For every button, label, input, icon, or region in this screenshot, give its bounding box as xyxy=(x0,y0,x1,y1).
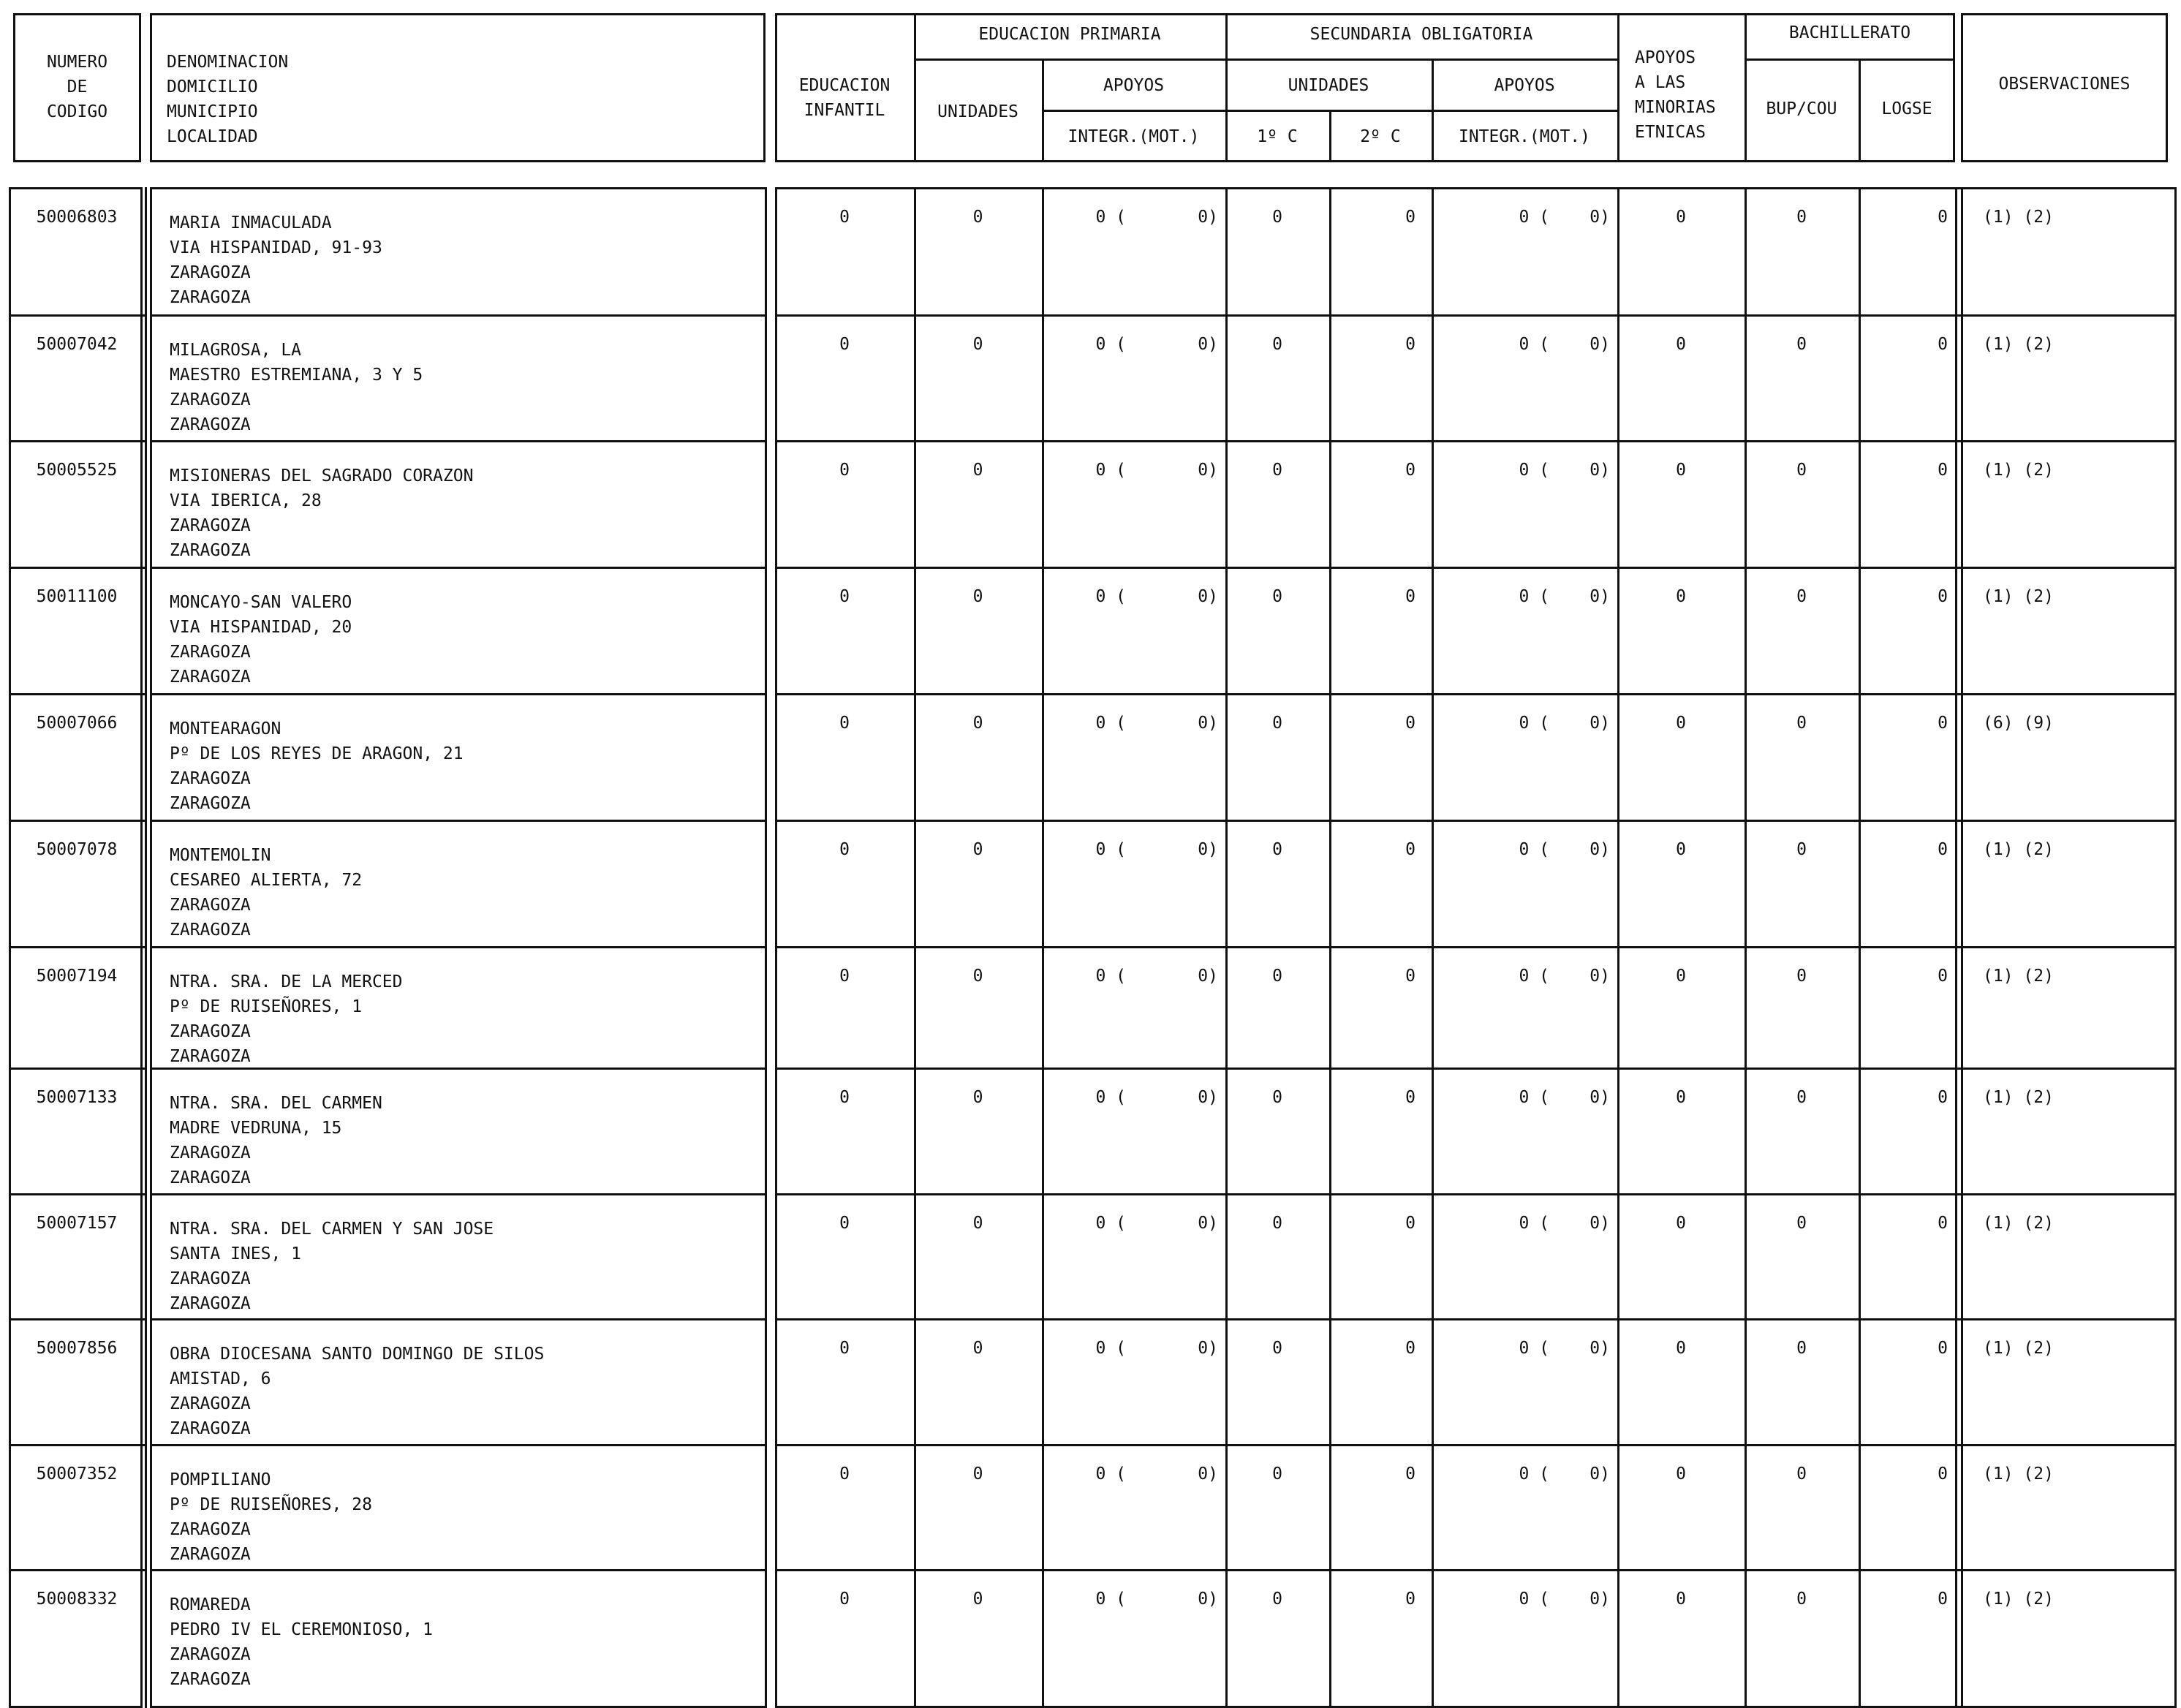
row-observaciones: (1) (2) xyxy=(1983,208,2054,227)
row-nombre: MARIA INMACULADA xyxy=(170,214,332,233)
row-domicilio: MAESTRO ESTREMIANA, 3 Y 5 xyxy=(170,366,423,385)
row-separator xyxy=(9,314,145,317)
header-divider xyxy=(1225,110,1617,112)
row-infantil: 0 xyxy=(839,587,850,606)
row-sec-mot: 0) xyxy=(1590,1465,1610,1484)
row-bup: 0 xyxy=(1796,1088,1807,1107)
row-infantil: 0 xyxy=(839,335,850,354)
row-codigo: 50007157 xyxy=(36,1214,118,1233)
row-nombre: ROMAREDA xyxy=(170,1595,251,1614)
row-bup: 0 xyxy=(1796,967,1807,986)
row-minorias: 0 xyxy=(1676,967,1686,986)
row-domicilio: Pº DE RUISEÑORES, 28 xyxy=(170,1495,372,1514)
row-infantil: 0 xyxy=(839,1088,850,1107)
row-logse: 0 xyxy=(1938,1465,1948,1484)
row-municipio: ZARAGOZA xyxy=(170,263,251,282)
row-prim-apoyos: 0 ( xyxy=(1095,461,1126,480)
row-separator xyxy=(9,1569,145,1571)
header-infantil: EDUCACION INFANTIL xyxy=(798,76,891,120)
row-prim-mot: 0) xyxy=(1198,1339,1218,1358)
row-separator xyxy=(775,1068,2177,1070)
row-infantil: 0 xyxy=(839,840,850,859)
row-separator xyxy=(150,1193,767,1195)
header-sec-2c: 2º C xyxy=(1360,127,1401,146)
row-domicilio: VIA HISPANIDAD, 91-93 xyxy=(170,238,382,257)
row-logse: 0 xyxy=(1938,1339,1948,1358)
row-sec-2c: 0 xyxy=(1405,1465,1415,1484)
row-codigo: 50007194 xyxy=(36,967,118,986)
row-nombre: NTRA. SRA. DEL CARMEN Y SAN JOSE xyxy=(170,1220,494,1239)
row-infantil: 0 xyxy=(839,1465,850,1484)
row-observaciones: (1) (2) xyxy=(1983,1214,2054,1233)
row-infantil: 0 xyxy=(839,1590,850,1609)
row-sec-2c: 0 xyxy=(1405,1339,1415,1358)
row-separator xyxy=(9,693,145,695)
row-separator xyxy=(9,820,145,822)
row-sec-1c: 0 xyxy=(1272,208,1282,227)
row-observaciones: (1) (2) xyxy=(1983,587,2054,606)
row-sec-1c: 0 xyxy=(1272,335,1282,354)
row-prim-unidades: 0 xyxy=(972,714,983,733)
row-infantil: 0 xyxy=(839,1339,850,1358)
row-prim-unidades: 0 xyxy=(972,1339,983,1358)
row-nombre: POMPILIANO xyxy=(170,1470,271,1489)
row-nombre: MONTEMOLIN xyxy=(170,846,271,865)
row-municipio: ZARAGOZA xyxy=(170,1645,251,1664)
row-sec-apoyos: 0 ( xyxy=(1519,1339,1549,1358)
row-sec-mot: 0) xyxy=(1590,208,1610,227)
row-prim-unidades: 0 xyxy=(972,335,983,354)
row-minorias: 0 xyxy=(1676,1590,1686,1609)
row-sec-2c: 0 xyxy=(1405,1590,1415,1609)
row-localidad: ZARAGOZA xyxy=(170,541,251,560)
row-municipio: ZARAGOZA xyxy=(170,1269,251,1288)
header-divider xyxy=(1745,58,1955,61)
row-sec-2c: 0 xyxy=(1405,461,1415,480)
row-logse: 0 xyxy=(1938,461,1948,480)
row-minorias: 0 xyxy=(1676,208,1686,227)
row-bup: 0 xyxy=(1796,587,1807,606)
row-minorias: 0 xyxy=(1676,1088,1686,1107)
row-prim-mot: 0) xyxy=(1198,967,1218,986)
row-sec-mot: 0) xyxy=(1590,1088,1610,1107)
row-logse: 0 xyxy=(1938,208,1948,227)
header-divider xyxy=(1042,110,1225,112)
row-prim-unidades: 0 xyxy=(972,1590,983,1609)
row-sec-apoyos: 0 ( xyxy=(1519,208,1549,227)
header-prim-apoyos: APOYOS xyxy=(1103,76,1165,95)
row-sec-1c: 0 xyxy=(1272,1088,1282,1107)
header-observaciones: OBSERVACIONES xyxy=(1998,75,2131,94)
row-separator xyxy=(150,314,767,317)
row-prim-unidades: 0 xyxy=(972,1465,983,1484)
row-infantil: 0 xyxy=(839,208,850,227)
row-prim-apoyos: 0 ( xyxy=(1095,1590,1126,1609)
row-sec-mot: 0) xyxy=(1590,587,1610,606)
row-separator xyxy=(9,1444,145,1446)
row-localidad: ZARAGOZA xyxy=(170,668,251,687)
row-separator xyxy=(9,1193,145,1195)
row-localidad: ZARAGOZA xyxy=(170,1047,251,1066)
row-sec-mot: 0) xyxy=(1590,1339,1610,1358)
row-minorias: 0 xyxy=(1676,714,1686,733)
row-minorias: 0 xyxy=(1676,1214,1686,1233)
row-separator xyxy=(150,440,767,442)
row-sec-mot: 0) xyxy=(1590,1590,1610,1609)
row-minorias: 0 xyxy=(1676,840,1686,859)
row-localidad: ZARAGOZA xyxy=(170,1545,251,1564)
row-nombre: MONCAYO-SAN VALERO xyxy=(170,593,352,612)
row-sec-1c: 0 xyxy=(1272,1214,1282,1233)
row-municipio: ZARAGOZA xyxy=(170,390,251,409)
row-sec-2c: 0 xyxy=(1405,587,1415,606)
row-codigo: 50006803 xyxy=(36,208,118,227)
row-prim-unidades: 0 xyxy=(972,461,983,480)
row-logse: 0 xyxy=(1938,1088,1948,1107)
row-bup: 0 xyxy=(1796,1339,1807,1358)
row-infantil: 0 xyxy=(839,714,850,733)
row-domicilio: SANTA INES, 1 xyxy=(170,1244,302,1263)
row-nombre: MONTEARAGON xyxy=(170,719,281,738)
header-codigo: NUMERO DE CODIGO xyxy=(46,53,108,121)
row-codigo: 50007042 xyxy=(36,335,118,354)
row-prim-apoyos: 0 ( xyxy=(1095,208,1126,227)
row-prim-mot: 0) xyxy=(1198,714,1218,733)
row-sec-apoyos: 0 ( xyxy=(1519,461,1549,480)
row-separator xyxy=(775,693,2177,695)
row-bup: 0 xyxy=(1796,461,1807,480)
row-logse: 0 xyxy=(1938,1214,1948,1233)
header-sec-1c: 1º C xyxy=(1257,127,1298,146)
header-divider xyxy=(1617,13,1619,162)
row-prim-apoyos: 0 ( xyxy=(1095,1465,1126,1484)
row-sec-apoyos: 0 ( xyxy=(1519,1088,1549,1107)
row-prim-mot: 0) xyxy=(1198,587,1218,606)
row-observaciones: (1) (2) xyxy=(1983,335,2054,354)
header-sec-integr: INTEGR.(MOT.) xyxy=(1458,127,1590,146)
row-logse: 0 xyxy=(1938,967,1948,986)
row-bup: 0 xyxy=(1796,1590,1807,1609)
header-bup: BUP/COU xyxy=(1766,99,1837,118)
row-prim-apoyos: 0 ( xyxy=(1095,714,1126,733)
row-observaciones: (1) (2) xyxy=(1983,1339,2054,1358)
row-domicilio: Pº DE LOS REYES DE ARAGON, 21 xyxy=(170,744,464,763)
row-sec-2c: 0 xyxy=(1405,335,1415,354)
row-separator xyxy=(150,820,767,822)
row-sec-apoyos: 0 ( xyxy=(1519,1465,1549,1484)
row-separator xyxy=(9,1318,145,1320)
row-bup: 0 xyxy=(1796,208,1807,227)
row-sec-apoyos: 0 ( xyxy=(1519,967,1549,986)
row-prim-unidades: 0 xyxy=(972,967,983,986)
row-localidad: ZARAGOZA xyxy=(170,1168,251,1187)
row-separator xyxy=(775,1318,2177,1320)
row-observaciones: (1) (2) xyxy=(1983,1088,2054,1107)
row-sec-apoyos: 0 ( xyxy=(1519,714,1549,733)
row-separator xyxy=(150,1318,767,1320)
row-prim-mot: 0) xyxy=(1198,840,1218,859)
row-separator xyxy=(775,1444,2177,1446)
row-sec-2c: 0 xyxy=(1405,1214,1415,1233)
row-municipio: ZARAGOZA xyxy=(170,643,251,662)
row-observaciones: (1) (2) xyxy=(1983,461,2054,480)
row-prim-apoyos: 0 ( xyxy=(1095,967,1126,986)
row-prim-mot: 0) xyxy=(1198,1088,1218,1107)
row-sec-apoyos: 0 ( xyxy=(1519,1590,1549,1609)
row-separator xyxy=(150,1068,767,1070)
row-bup: 0 xyxy=(1796,335,1807,354)
header-minorias: APOYOS A LAS MINORIAS ETNICAS xyxy=(1635,48,1716,142)
row-codigo: 50007352 xyxy=(36,1465,118,1484)
row-domicilio: VIA IBERICA, 28 xyxy=(170,491,322,510)
row-prim-apoyos: 0 ( xyxy=(1095,1214,1126,1233)
row-sec-1c: 0 xyxy=(1272,1590,1282,1609)
row-separator xyxy=(150,1444,767,1446)
row-separator xyxy=(150,1569,767,1571)
row-localidad: ZARAGOZA xyxy=(170,921,251,940)
row-sec-2c: 0 xyxy=(1405,840,1415,859)
row-logse: 0 xyxy=(1938,1590,1948,1609)
row-nombre: OBRA DIOCESANA SANTO DOMINGO DE SILOS xyxy=(170,1345,545,1364)
row-separator xyxy=(150,567,767,569)
header-sec-apoyos: APOYOS xyxy=(1494,76,1555,95)
header-divider xyxy=(914,58,1617,61)
row-sec-apoyos: 0 ( xyxy=(1519,1214,1549,1233)
row-separator xyxy=(9,440,145,442)
row-sec-1c: 0 xyxy=(1272,1465,1282,1484)
header-prim-unidades: UNIDADES xyxy=(937,102,1018,121)
row-observaciones: (1) (2) xyxy=(1983,967,2054,986)
row-codigo: 50008332 xyxy=(36,1590,118,1609)
row-domicilio: VIA HISPANIDAD, 20 xyxy=(170,618,352,637)
row-infantil: 0 xyxy=(839,461,850,480)
row-localidad: ZARAGOZA xyxy=(170,1294,251,1313)
row-sec-mot: 0) xyxy=(1590,335,1610,354)
row-codigo: 50007078 xyxy=(36,840,118,859)
row-minorias: 0 xyxy=(1676,1465,1686,1484)
row-prim-mot: 0) xyxy=(1198,1465,1218,1484)
row-separator xyxy=(775,314,2177,317)
row-logse: 0 xyxy=(1938,335,1948,354)
row-prim-unidades: 0 xyxy=(972,208,983,227)
row-municipio: ZARAGOZA xyxy=(170,1520,251,1539)
row-prim-unidades: 0 xyxy=(972,1214,983,1233)
row-sec-mot: 0) xyxy=(1590,840,1610,859)
row-prim-apoyos: 0 ( xyxy=(1095,1339,1126,1358)
row-logse: 0 xyxy=(1938,840,1948,859)
row-sec-1c: 0 xyxy=(1272,714,1282,733)
row-sec-1c: 0 xyxy=(1272,587,1282,606)
row-observaciones: (1) (2) xyxy=(1983,1465,2054,1484)
row-codigo: 50007066 xyxy=(36,714,118,733)
row-sec-apoyos: 0 ( xyxy=(1519,840,1549,859)
row-infantil: 0 xyxy=(839,1214,850,1233)
row-sec-2c: 0 xyxy=(1405,714,1415,733)
row-domicilio: PEDRO IV EL CEREMONIOSO, 1 xyxy=(170,1620,434,1639)
row-separator xyxy=(775,1193,2177,1195)
row-sec-mot: 0) xyxy=(1590,461,1610,480)
row-municipio: ZARAGOZA xyxy=(170,896,251,915)
row-separator xyxy=(150,946,767,948)
row-bup: 0 xyxy=(1796,714,1807,733)
row-prim-unidades: 0 xyxy=(972,840,983,859)
row-prim-apoyos: 0 ( xyxy=(1095,840,1126,859)
row-separator xyxy=(150,693,767,695)
row-separator xyxy=(9,567,145,569)
row-logse: 0 xyxy=(1938,714,1948,733)
row-domicilio: Pº DE RUISEÑORES, 1 xyxy=(170,997,363,1016)
row-municipio: ZARAGOZA xyxy=(170,1144,251,1163)
row-nombre: NTRA. SRA. DE LA MERCED xyxy=(170,972,403,991)
row-localidad: ZARAGOZA xyxy=(170,1670,251,1689)
header-prim-integr: INTEGR.(MOT.) xyxy=(1067,127,1200,146)
row-localidad: ZARAGOZA xyxy=(170,794,251,813)
header-secundaria: SECUNDARIA OBLIGATORIA xyxy=(1309,25,1533,44)
header-primaria: EDUCACION PRIMARIA xyxy=(978,25,1161,44)
row-prim-mot: 0) xyxy=(1198,461,1218,480)
row-municipio: ZARAGOZA xyxy=(170,516,251,535)
header-sec-unidades: UNIDADES xyxy=(1288,76,1369,95)
row-domicilio: CESAREO ALIERTA, 72 xyxy=(170,871,363,890)
row-minorias: 0 xyxy=(1676,587,1686,606)
row-nombre: NTRA. SRA. DEL CARMEN xyxy=(170,1094,382,1113)
row-separator xyxy=(775,820,2177,822)
row-municipio: ZARAGOZA xyxy=(170,1022,251,1041)
row-localidad: ZARAGOZA xyxy=(170,415,251,434)
row-nombre: MISIONERAS DEL SAGRADO CORAZON xyxy=(170,466,474,485)
row-bup: 0 xyxy=(1796,840,1807,859)
row-bup: 0 xyxy=(1796,1465,1807,1484)
row-minorias: 0 xyxy=(1676,335,1686,354)
row-separator xyxy=(775,440,2177,442)
column-divider xyxy=(145,187,147,1708)
row-codigo: 50007856 xyxy=(36,1339,118,1358)
row-observaciones: (1) (2) xyxy=(1983,1590,2054,1609)
row-separator xyxy=(9,946,145,948)
row-nombre: MILAGROSA, LA xyxy=(170,341,302,360)
row-prim-apoyos: 0 ( xyxy=(1095,587,1126,606)
row-minorias: 0 xyxy=(1676,1339,1686,1358)
row-separator xyxy=(775,946,2177,948)
row-sec-apoyos: 0 ( xyxy=(1519,335,1549,354)
row-sec-1c: 0 xyxy=(1272,967,1282,986)
row-prim-apoyos: 0 ( xyxy=(1095,335,1126,354)
header-bachillerato: BACHILLERATO xyxy=(1788,23,1911,42)
row-localidad: ZARAGOZA xyxy=(170,288,251,307)
row-prim-mot: 0) xyxy=(1198,1214,1218,1233)
row-sec-mot: 0) xyxy=(1590,1214,1610,1233)
row-infantil: 0 xyxy=(839,967,850,986)
row-prim-unidades: 0 xyxy=(972,587,983,606)
row-sec-2c: 0 xyxy=(1405,208,1415,227)
row-sec-2c: 0 xyxy=(1405,967,1415,986)
row-prim-apoyos: 0 ( xyxy=(1095,1088,1126,1107)
row-municipio: ZARAGOZA xyxy=(170,1394,251,1413)
row-observaciones: (6) (9) xyxy=(1983,714,2054,733)
row-separator xyxy=(9,1068,145,1070)
row-municipio: ZARAGOZA xyxy=(170,769,251,788)
row-sec-1c: 0 xyxy=(1272,1339,1282,1358)
header-denominacion: DENOMINACION DOMICILIO MUNICIPIO LOCALIDAD xyxy=(167,53,289,146)
row-separator xyxy=(775,1569,2177,1571)
row-logse: 0 xyxy=(1938,587,1948,606)
row-sec-apoyos: 0 ( xyxy=(1519,587,1549,606)
row-observaciones: (1) (2) xyxy=(1983,840,2054,859)
row-codigo: 50011100 xyxy=(36,587,118,606)
row-prim-mot: 0) xyxy=(1198,208,1218,227)
row-domicilio: MADRE VEDRUNA, 15 xyxy=(170,1119,342,1138)
row-sec-1c: 0 xyxy=(1272,840,1282,859)
row-localidad: ZARAGOZA xyxy=(170,1419,251,1438)
row-bup: 0 xyxy=(1796,1214,1807,1233)
row-sec-2c: 0 xyxy=(1405,1088,1415,1107)
row-prim-mot: 0) xyxy=(1198,1590,1218,1609)
row-codigo: 50007133 xyxy=(36,1088,118,1107)
row-sec-mot: 0) xyxy=(1590,967,1610,986)
row-separator xyxy=(775,567,2177,569)
row-minorias: 0 xyxy=(1676,461,1686,480)
row-prim-unidades: 0 xyxy=(972,1088,983,1107)
row-sec-mot: 0) xyxy=(1590,714,1610,733)
row-codigo: 50005525 xyxy=(36,461,118,480)
header-logse: LOGSE xyxy=(1881,99,1932,118)
row-domicilio: AMISTAD, 6 xyxy=(170,1369,271,1388)
row-prim-mot: 0) xyxy=(1198,335,1218,354)
row-sec-1c: 0 xyxy=(1272,461,1282,480)
